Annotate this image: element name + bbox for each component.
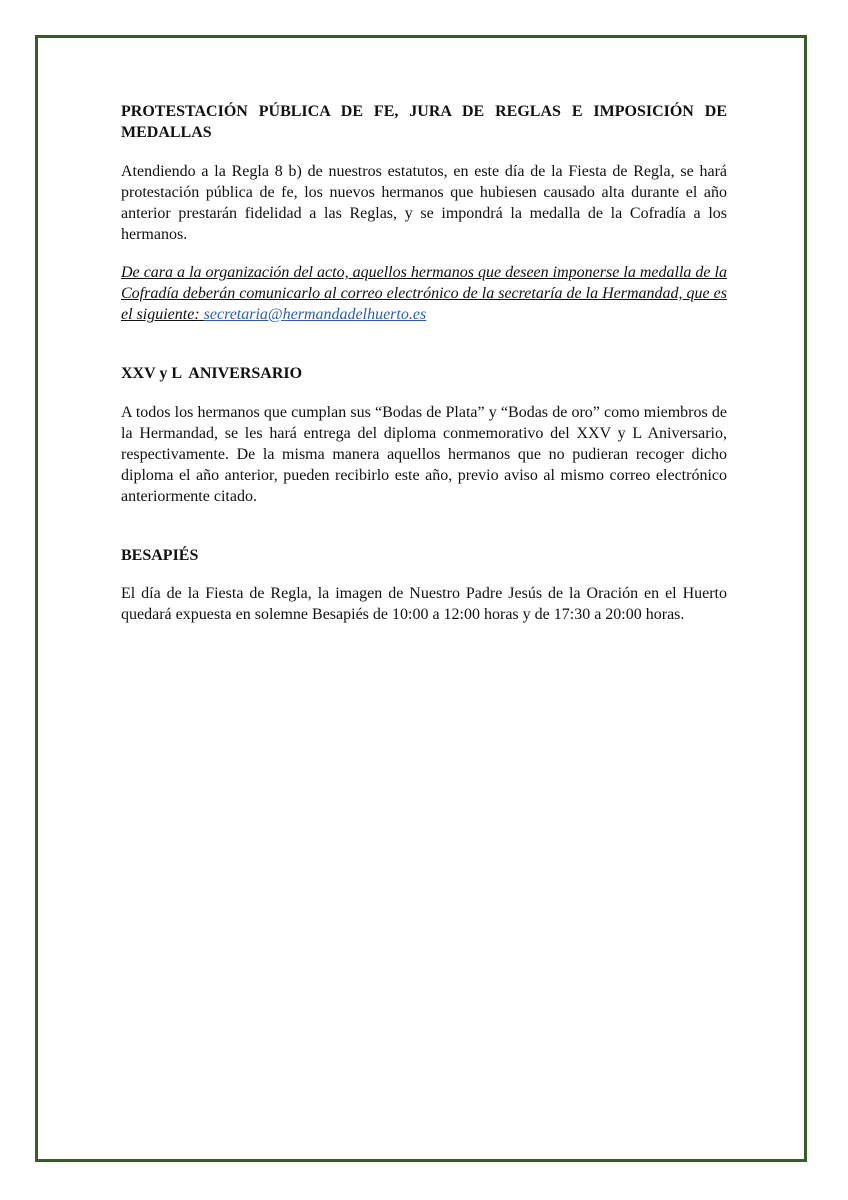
- section-aniversario: [121, 363, 727, 507]
- paragraph-besapies: El día de la Fiesta de Regla, la imagen de Nuestro Padre Jesús de la Oración en el Huerto quedará expuesta en solemne Besapiés de 10:00 a 12:00 horas y de 17:30 a 20:00 horas.: [121, 585, 727, 623]
- section-besapies: [121, 545, 727, 625]
- paragraph-protestacion: Atendiendo a la Regla 8 b) de nuestros estatutos, en este día de la Fiesta de Regla, se hará protestación pública de fe, los nuevos hermanos que hubiesen causado alta durante el año anterior prestarán fidelidad a las Reglas, y se impondrá la medalla de la Cofradía a los hermanos.: [121, 163, 727, 243]
- section-title-aniversario: XXV y L ANIVERSARIO: [121, 365, 303, 382]
- section-title-protestacion: PROTESTACIÓN PÚBLICA DE FE, JURA DE REGLAS E IMPOSICIÓN DE MEDALLAS: [121, 103, 727, 141]
- section-protestacion: [121, 101, 727, 325]
- paragraph-aniversario: A todos los hermanos que cumplan sus “Bodas de Plata” y “Bodas de oro” como miembros de la Hermandad, se les hará entrega del diploma conmemorativo del XXV y L Aniversario, respectivamente. De la misma manera aquellos hermanos que no pudieran recoger dicho diploma el año anterior, pueden recibirlo este año, previo aviso al mismo correo electrónico anteriormente citado.: [121, 404, 727, 505]
- section-title-besapies: BESAPIÉS: [121, 547, 199, 564]
- note-medalla-text: De cara a la organización del acto, aquellos hermanos que deseen imponerse la medalla de la Cofradía deberán comunicarlo al correo electrónico de la secretaría de la Hermandad, que es el siguiente:: [121, 264, 727, 323]
- secretaria-email-link[interactable]: secretaria@hermandadelhuerto.es: [203, 306, 427, 323]
- note-medalla: [121, 262, 727, 325]
- document-content: [121, 98, 727, 625]
